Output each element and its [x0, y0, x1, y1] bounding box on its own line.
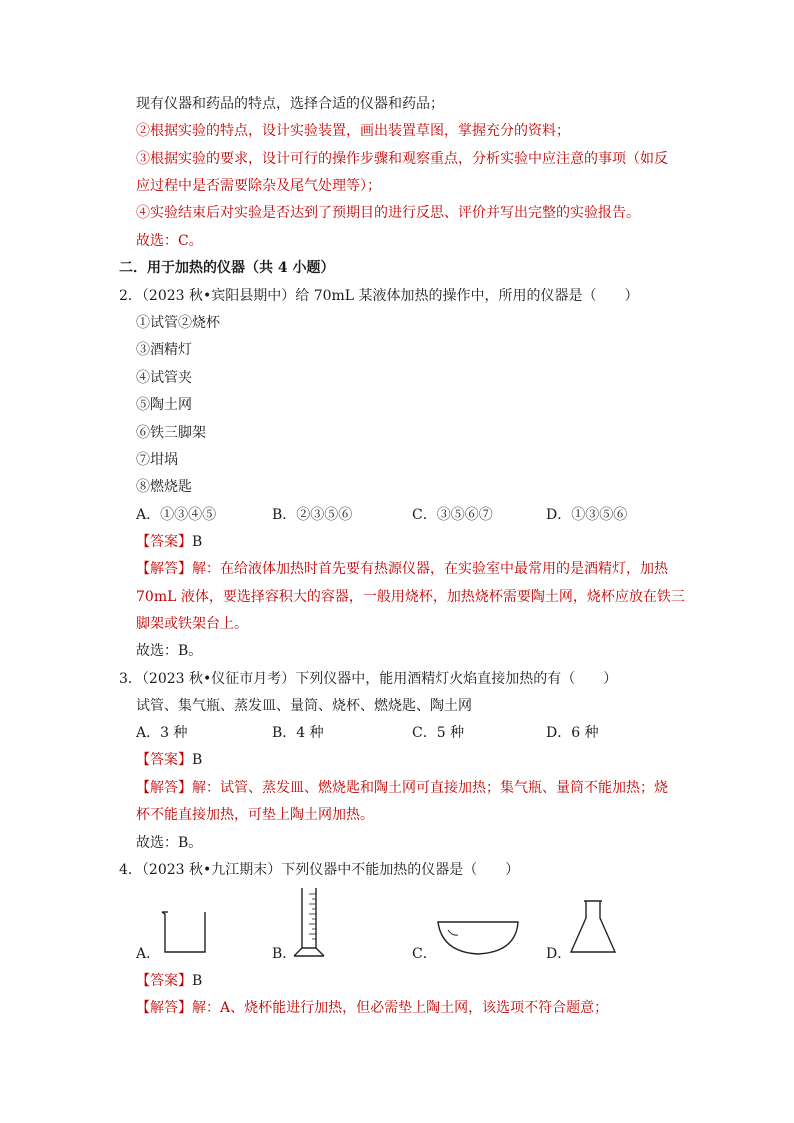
beaker-icon	[160, 906, 210, 956]
q3-answer-label: 【答案】	[136, 752, 192, 768]
q4-analysis-text-1: 解：A、烧杯能进行加热，但必需垫上陶土网，该选项不符合题意；	[192, 1000, 609, 1016]
evaporating-dish-icon	[436, 918, 520, 958]
prev-answer-line-2: ②根据实验的特点，设计实验装置，画出装置草图，掌握充分的资料；	[136, 123, 570, 139]
q4-option-c: C．	[412, 946, 437, 962]
q4-option-b: B．	[272, 946, 297, 962]
q3-option-d: D．6 种	[546, 725, 599, 741]
q3-choice: 故选：B。	[136, 835, 203, 851]
q2-item-1: ①试管②烧杯	[136, 315, 220, 331]
section-title: 二．用于加热的仪器（共 4 小题）	[119, 260, 335, 276]
q4-answer-label: 【答案】	[136, 973, 192, 989]
prev-answer-line-1: 现有仪器和药品的特点，选择合适的仪器和药品；	[136, 96, 444, 112]
q2-option-c: C．③⑤⑥⑦	[412, 507, 493, 523]
q3-items: 试管、集气瓶、蒸发皿、量筒、烧杯、燃烧匙、陶土网	[136, 698, 472, 714]
q2-item-4: ⑤陶土网	[136, 397, 192, 413]
q4-stem: 4．（2023 秋•九江期末）下列仪器中不能加热的仪器是（ ）	[119, 862, 520, 878]
q3-analysis-text-1: 解：试管、蒸发皿、燃烧匙和陶土网可直接加热；集气瓶、量筒不能加热；烧	[192, 780, 668, 796]
q2-option-b: B．②③⑤⑥	[272, 507, 353, 523]
q2-analysis-label: 【解答】	[136, 561, 192, 577]
q2-item-3: ④试管夹	[136, 370, 192, 386]
q4-answer	[136, 972, 202, 990]
q3-analysis-line-1	[136, 779, 668, 797]
conical-flask-icon	[568, 898, 618, 958]
q2-answer	[136, 533, 202, 551]
q4-option-d: D．	[546, 946, 572, 962]
q3-analysis-label: 【解答】	[136, 780, 192, 796]
q2-item-2: ③酒精灯	[136, 342, 192, 358]
q4-option-a: A．	[136, 946, 161, 962]
q2-option-d: D．①③⑤⑥	[546, 507, 628, 523]
q2-item-6: ⑦坩埚	[136, 452, 178, 468]
prev-answer-line-3: ③根据实验的要求，设计可行的操作步骤和观察重点，分析实验中应注意的事项（如反	[136, 151, 668, 167]
q2-item-7: ⑧燃烧匙	[136, 479, 192, 495]
prev-answer-line-5: ④实验结束后对实验是否达到了预期目的进行反思、评价并写出完整的实验报告。	[136, 205, 640, 221]
graduated-cylinder-icon	[292, 886, 326, 958]
q2-analysis-line-1	[136, 560, 668, 578]
q2-stem: 2．（2023 秋•宾阳县期中）给 70mL 某液体加热的操作中，所用的仪器是（ ）	[119, 288, 639, 304]
q3-answer	[136, 751, 202, 769]
q2-answer-label: 【答案】	[136, 534, 192, 550]
prev-answer-line-4: 应过程中是否需要除杂及尾气处理等）；	[136, 178, 381, 194]
q4-analysis-line-1	[136, 999, 608, 1017]
q4-answer-value: B	[192, 973, 203, 989]
q2-choice: 故选：B。	[136, 643, 203, 659]
q3-analysis-line-2: 杯不能直接加热，可垫上陶土网加热。	[136, 807, 374, 823]
q3-answer-value: B	[192, 752, 203, 768]
q2-analysis-text-1: 解：在给液体加热时首先要有热源仪器，在实验室中最常用的是酒精灯，加热	[192, 561, 668, 577]
q4-analysis-label: 【解答】	[136, 1000, 192, 1016]
q3-stem: 3．（2023 秋•仪征市月考）下列仪器中，能用酒精灯火焰直接加热的有（ ）	[119, 671, 618, 687]
q2-option-a: A．①③④⑤	[136, 507, 217, 523]
prev-answer-choice: 故选：C。	[136, 233, 203, 249]
q3-option-c: C．5 种	[412, 725, 465, 741]
q3-option-a: A．3 种	[136, 725, 188, 741]
q2-answer-value: B	[192, 534, 203, 550]
q2-item-5: ⑥铁三脚架	[136, 425, 206, 441]
q2-analysis-line-3: 脚架或铁架台上。	[136, 616, 248, 632]
q2-analysis-line-2: 70mL 液体，要选择容积大的容器，一般用烧杯，加热烧杯需要陶土网，烧杯应放在铁三	[136, 589, 685, 605]
q3-option-b: B．4 种	[272, 725, 324, 741]
